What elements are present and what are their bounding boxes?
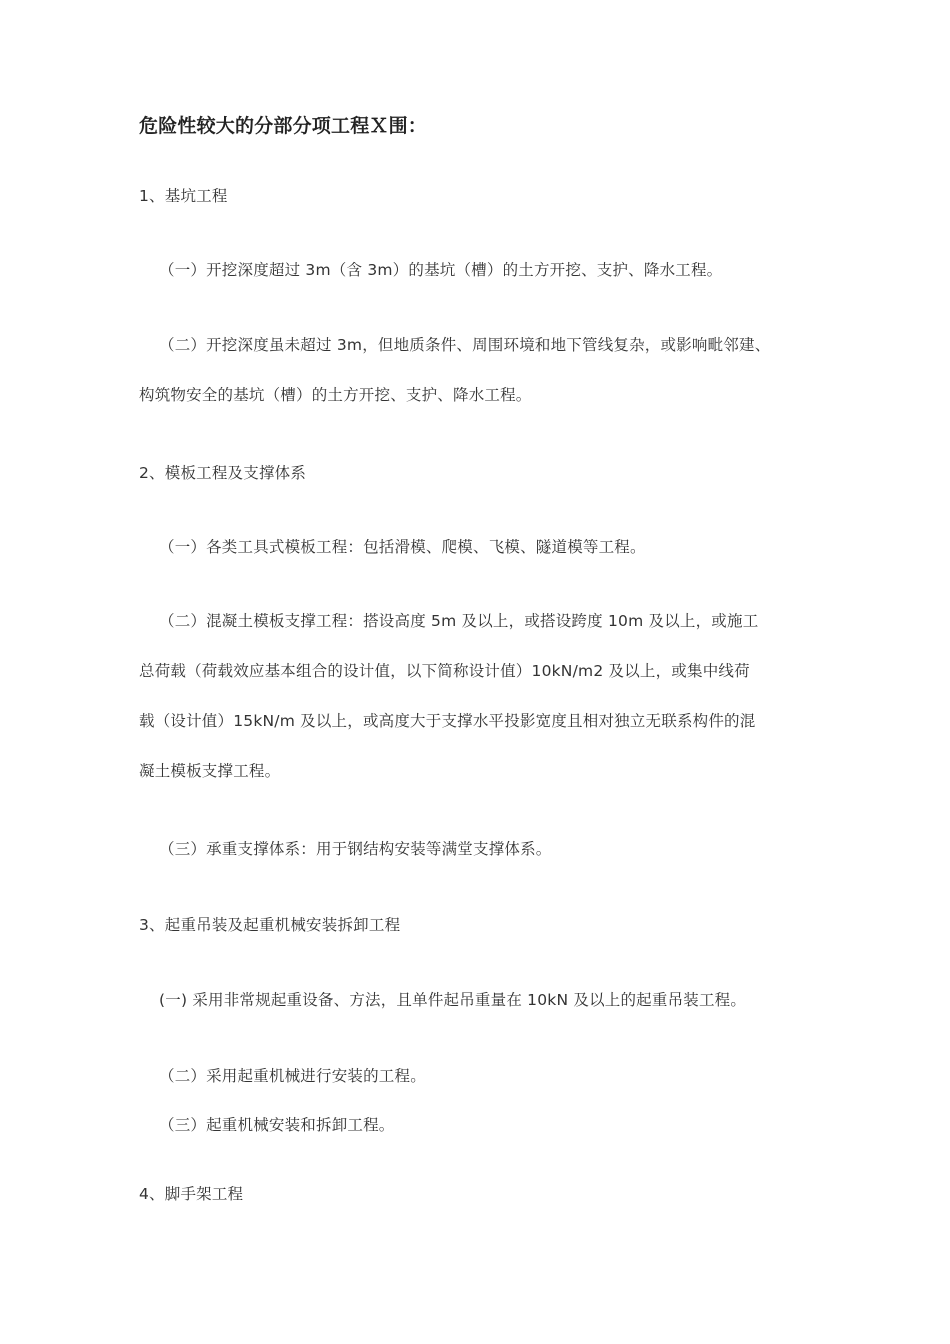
document-title: 危险性较大的分部分项工程Ｘ围： (139, 115, 428, 137)
paragraph-2-2-cont-2: 载（设计值）15kN/m 及以上，或高度大于支撑水平投影宽度且相对独立无联系构件的混 (139, 712, 756, 730)
paragraph-1-1: （一）开挖深度超过 3m（含 3m）的基坑（槽）的土方开挖、支护、降水工程。 (159, 261, 723, 279)
paragraph-2-1: （一）各类工具式模板工程：包括滑模、爬模、飞模、隧道模等工程。 (159, 538, 646, 556)
paragraph-2-2-cont-1: 总荷载（荷载效应基本组合的设计值，以下简称设计值）10kN/m2 及以上，或集中线荷 (139, 662, 750, 680)
paragraph-3-2: （二）采用起重机械进行安装的工程。 (159, 1067, 426, 1085)
paragraph-2-2: （二）混凝土模板支撑工程：搭设高度 5m 及以上，或搭设跨度 10m 及以上，或施工 (159, 612, 759, 630)
paragraph-3-1: (一) 采用非常规起重设备、方法，且单件起吊重量在 10kN 及以上的起重吊装工程。 (159, 991, 747, 1009)
section-heading-1: 1、基坑工程 (139, 187, 228, 205)
paragraph-3-3: （三）起重机械安装和拆卸工程。 (159, 1116, 395, 1134)
section-heading-3: 3、起重吊装及起重机械安装拆卸工程 (139, 916, 401, 934)
paragraph-1-2-cont: 构筑物安全的基坑（槽）的土方开挖、支护、降水工程。 (139, 386, 532, 404)
paragraph-1-2: （二）开挖深度虽未超过 3m，但地质条件、周围环境和地下管线复杂，或影响毗邻建、 (159, 336, 771, 354)
section-heading-2: 2、模板工程及支撑体系 (139, 464, 307, 482)
paragraph-2-3: （三）承重支撑体系：用于钢结构安装等满堂支撑体系。 (159, 840, 552, 858)
section-heading-4: 4、脚手架工程 (139, 1185, 244, 1203)
paragraph-2-2-cont-3: 凝土模板支撑工程。 (139, 762, 281, 780)
